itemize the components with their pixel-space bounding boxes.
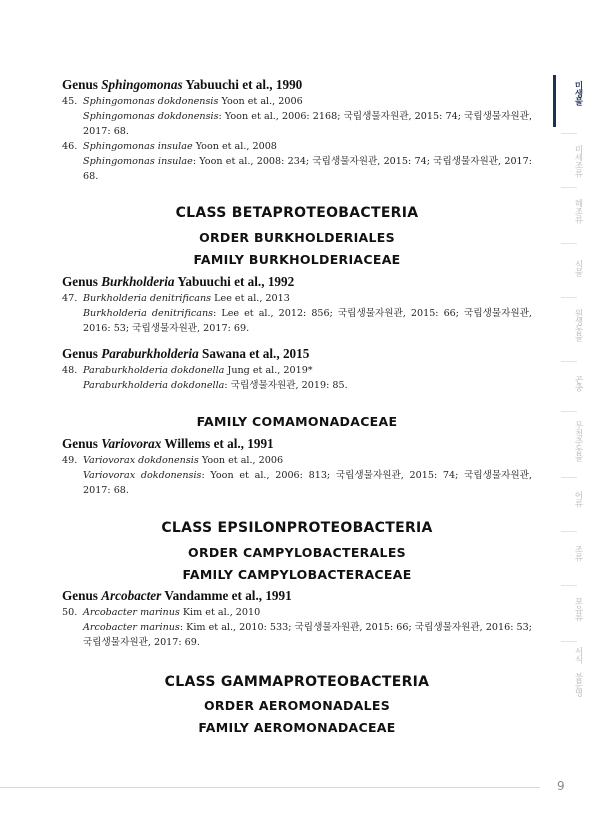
genus-heading	[62, 436, 274, 452]
section-tab-protozoa[interactable]: 원생동물	[573, 309, 583, 341]
species-entry	[62, 453, 532, 498]
genus-author: Vandamme et al., 1991	[164, 588, 292, 603]
species-entry	[62, 291, 532, 336]
entry-number: 50.	[62, 607, 78, 618]
species-author: Kim et al., 2010	[182, 607, 261, 618]
divider	[561, 411, 577, 412]
entry-number: 46.	[62, 141, 78, 152]
ref-text: : Lee et al., 2012: 856; 국립생물자원관, 2015: 66; 국립생물자원관, 2016: 53; 국립생물자원관, 2017: 69.	[83, 308, 532, 334]
species-author: Yoon et al., 2008	[195, 141, 277, 152]
species-name: Sphingomonas dokdonensis	[83, 96, 219, 107]
section-tab-seaweed[interactable]: 해조류	[573, 199, 583, 223]
section-tab-unknown-habitat[interactable]: 서식 불분명	[573, 647, 583, 697]
species-author: Jung et al., 2019*	[227, 365, 313, 376]
species-entry	[62, 363, 532, 393]
genus-prefix: Genus	[62, 346, 98, 361]
species-entry	[62, 139, 532, 184]
species-reference	[62, 109, 532, 139]
species-reference	[62, 154, 532, 184]
species-entry	[62, 605, 532, 650]
section-tab-mammals[interactable]: 포유류	[573, 597, 583, 621]
species-name: Sphingomonas insulae	[83, 141, 193, 152]
genus-author: Yabuuchi et al., 1992	[177, 274, 295, 289]
section-tab-microalgae[interactable]: 미세조류	[573, 145, 583, 177]
family-heading: FAMILY BURKHOLDERIACEAE	[193, 252, 401, 267]
entry-number: 48.	[62, 365, 78, 376]
species-author: Yoon et al., 2006	[201, 455, 284, 466]
ref-species-name: Variovorax dokdonensis	[83, 470, 202, 481]
class-heading: CLASS BETAPROTEOBACTERIA	[175, 205, 419, 221]
order-heading: ORDER BURKHOLDERIALES	[199, 230, 395, 245]
ref-species-name: Sphingomonas insulae	[83, 156, 193, 167]
ref-species-name: Burkholderia denitrificans	[83, 308, 214, 319]
divider	[561, 243, 577, 244]
entry-number: 49.	[62, 455, 78, 466]
section-index-sidebar	[553, 75, 583, 715]
footer-rule	[0, 787, 540, 788]
page-number: 9	[557, 779, 565, 793]
species-reference	[62, 468, 532, 498]
species-name: Variovorax dokdonensis	[83, 455, 199, 466]
genus-name: Sphingomonas	[101, 77, 183, 92]
divider	[561, 477, 577, 478]
family-heading: FAMILY CAMPYLOBACTERACEAE	[182, 567, 412, 582]
genus-prefix: Genus	[62, 77, 98, 92]
divider	[561, 187, 577, 188]
section-tab-invertebrates[interactable]: 무척추동물	[573, 421, 583, 461]
family-heading: FAMILY AEROMONADACEAE	[198, 720, 396, 735]
genus-prefix: Genus	[62, 274, 98, 289]
genus-name: Burkholderia	[101, 274, 175, 289]
order-heading: ORDER AEROMONADALES	[203, 698, 391, 713]
divider	[561, 641, 577, 642]
genus-name: Paraburkholderia	[101, 346, 199, 361]
divider	[561, 585, 577, 586]
family-heading: FAMILY COMAMONADACEAE	[196, 414, 398, 429]
ref-species-name: Arcobacter marinus	[83, 622, 180, 633]
section-tab-birds[interactable]: 조류	[573, 545, 583, 561]
species-entry	[62, 94, 532, 139]
ref-text: : Yoon et al., 2006: 2168; 국립생물자원관, 2015: 74; 국립생물자원관, 2017: 68.	[83, 111, 532, 137]
ref-species-name: Sphingomonas dokdonensis	[83, 111, 219, 122]
entry-number: 45.	[62, 96, 78, 107]
species-author: Yoon et al., 2006	[221, 96, 303, 107]
divider	[561, 361, 577, 362]
ref-text: : Kim et al., 2010: 533; 국립생물자원관, 2015: 66; 국립생물자원관, 2016: 53; 국립생물자원관, 2017: 69.	[83, 622, 532, 648]
ref-species-name: Paraburkholderia dokdonella	[83, 380, 225, 391]
divider	[561, 297, 577, 298]
genus-prefix: Genus	[62, 588, 98, 603]
genus-heading	[62, 346, 309, 362]
section-tab-fish[interactable]: 어류	[573, 491, 583, 507]
divider	[561, 133, 577, 134]
species-reference	[62, 620, 532, 650]
ref-text: : Yoon et al., 2008: 234; 국립생물자원관, 2015: 74; 국립생물자원관, 2017: 68.	[83, 156, 532, 182]
genus-heading	[62, 77, 302, 93]
class-heading: CLASS GAMMAPROTEOBACTERIA	[164, 674, 430, 690]
genus-author: Sawana et al., 2015	[201, 346, 310, 361]
species-reference	[62, 378, 532, 393]
divider	[561, 531, 577, 532]
class-heading: CLASS EPSILONPROTEOBACTERIA	[161, 520, 433, 536]
genus-name: Arcobacter	[101, 588, 162, 603]
genus-name: Variovorax	[101, 436, 162, 451]
genus-author: Willems et al., 1991	[164, 436, 274, 451]
species-author: Lee et al., 2013	[214, 293, 290, 304]
species-reference	[62, 306, 532, 336]
entry-number: 47.	[62, 293, 78, 304]
genus-prefix: Genus	[62, 436, 98, 451]
order-heading: ORDER CAMPYLOBACTERALES	[188, 545, 406, 560]
ref-text: : Yoon et al., 2006: 813; 국립생물자원관, 2015: 74; 국립생물자원관, 2017: 68.	[83, 470, 532, 496]
genus-author: Yabuuchi et al., 1990	[185, 77, 303, 92]
species-name: Paraburkholderia dokdonella	[83, 365, 225, 376]
genus-heading	[62, 588, 292, 604]
species-name: Arcobacter marinus	[83, 607, 180, 618]
section-tab-plants[interactable]: 식물	[573, 260, 583, 276]
section-tab-microbes[interactable]: 미생물	[573, 81, 583, 105]
genus-heading	[62, 274, 294, 290]
ref-text: : 국립생물자원관, 2019: 85.	[224, 380, 348, 391]
species-name: Burkholderia denitrificans	[83, 293, 212, 304]
section-tab-insects[interactable]: 곤충	[573, 375, 583, 391]
